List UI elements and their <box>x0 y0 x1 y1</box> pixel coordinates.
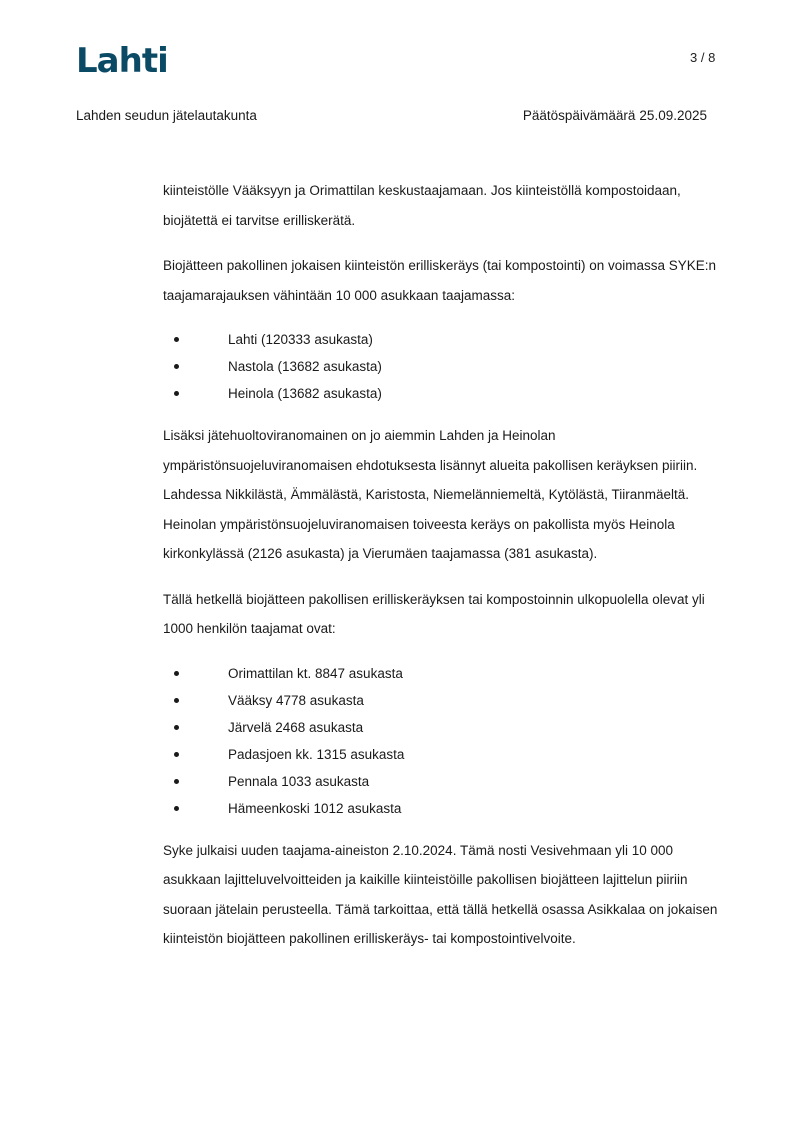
list-item: Heinola (13682 asukasta) <box>163 380 723 407</box>
organization-name: Lahden seudun jätelautakunta <box>76 108 257 123</box>
lahti-logo: Lahti <box>76 41 168 81</box>
list-item: Hämeenkoski 1012 asukasta <box>163 795 723 822</box>
list-item: Pennala 1033 asukasta <box>163 768 723 795</box>
page-number: 3 / 8 <box>690 50 716 65</box>
date-label: Päätöspäivämäärä <box>522 108 636 123</box>
list-item: Vääksy 4778 asukasta <box>163 687 723 714</box>
paragraph: Biojätteen pakollinen jokaisen kiinteistön erilliskeräys (tai kompostointi) on voimassa SYKE:n taajamarajauksen vähintään 10 000 asukkaan taajamassa: <box>163 258 717 303</box>
paragraph: Lisäksi jätehuoltoviranomainen on jo aiemmin Lahden ja Heinolan ympäristönsuojeluviranomaisen ehdotuksesta lisännyt alueita pakollisen keräyksen piiriin. Lahdessa Nikkilästä, Ämmälästä, Karistosta, Niemelänniemeltä, Kytölästä, Tiiranmäeltä. Heinolan ympäristönsuojeluviranomaisen toiveesta keräys on pakollista myös Heinola kirkonkylässä (2126 asukasta) ja Vierumäen taajamassa (381 asukasta). <box>163 428 698 561</box>
document-body <box>163 176 723 970</box>
paragraph: Tällä hetkellä biojätteen pakollisen erilliskeräyksen tai kompostoinnin ulkopuolella olevat yli 1000 henkilön taajamat ovat: <box>163 591 705 636</box>
excluded-towns-list <box>163 660 723 822</box>
decision-date <box>519 108 707 123</box>
list-item: Nastola (13682 asukasta) <box>163 353 723 380</box>
list-item: Orimattilan kt. 8847 asukasta <box>163 660 723 687</box>
list-item: Padasjoen kk. 1315 asukasta <box>163 741 723 768</box>
mandatory-towns-list <box>163 326 723 407</box>
list-item: Järvelä 2468 asukasta <box>163 714 723 741</box>
paragraph: Syke julkaisi uuden taajama-aineiston 2.10.2024. Tämä nosti Vesivehmaan yli 10 000 asukkaan lajitteluvelvoitteiden ja kaikille kiinteistöille pakollisen biojätteen lajittelun piiriin suoraan jätelain perusteella. Tämä tarkoittaa, että tällä hetkellä osassa Asikkalaa on jokaisen kiinteistön biojätteen pakollinen erilliskeräys- tai kompostointivelvoite. <box>163 842 718 946</box>
paragraph: kiinteistölle Vääksyyn ja Orimattilan keskustaajamaan. Jos kiinteistöllä kompostoidaan, biojätettä ei tarvitse erilliskerätä. <box>163 183 681 228</box>
list-item: Lahti (120333 asukasta) <box>163 326 723 353</box>
date-value: 25.09.2025 <box>639 108 707 123</box>
